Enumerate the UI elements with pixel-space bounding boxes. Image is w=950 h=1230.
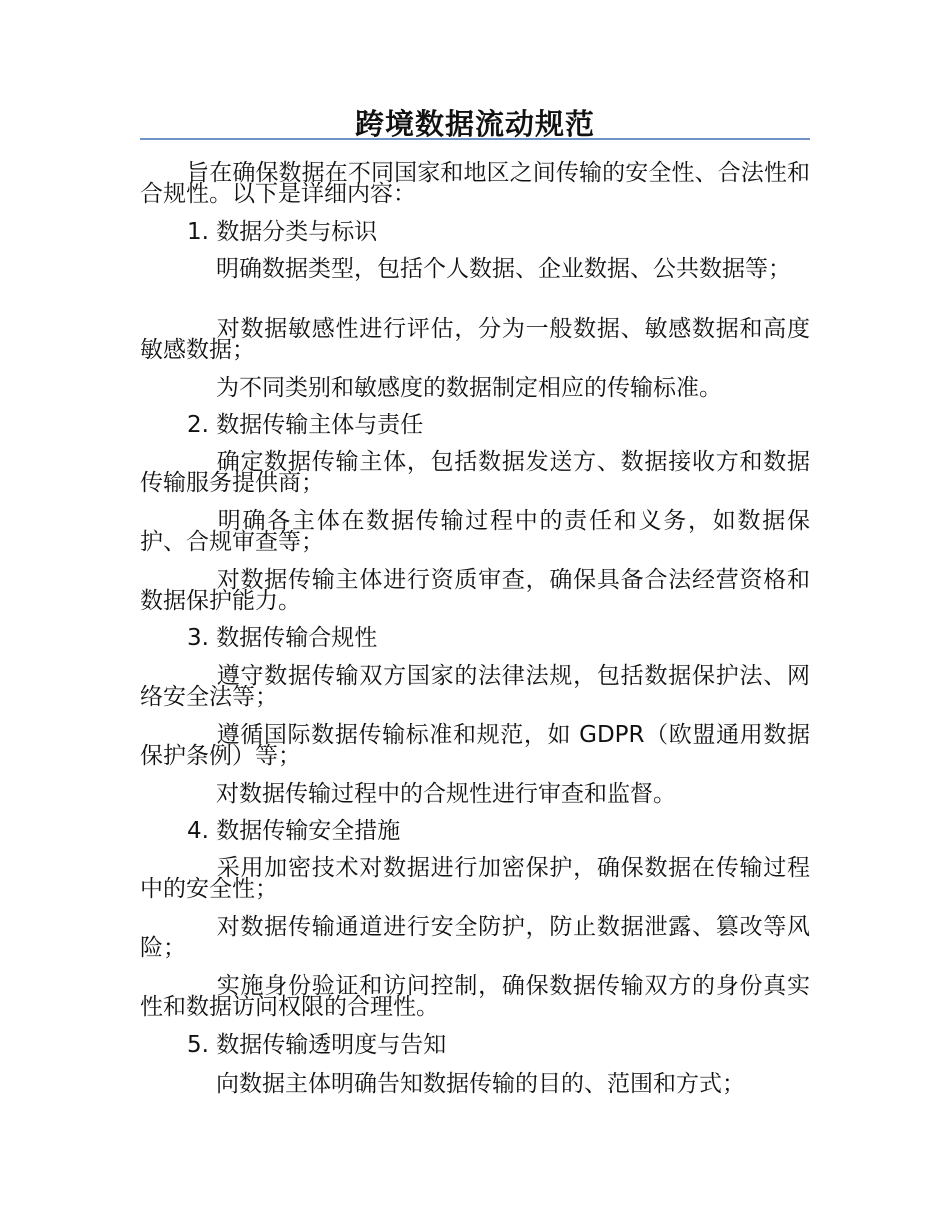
section-2-item-2: 明确各主体在数据传输过程中的责任和义务，如数据保护、合规审查等； — [140, 508, 810, 555]
title-underline — [140, 138, 810, 140]
section-4-item-2: 对数据传输通道进行安全防护，防止数据泄露、篡改等风险； — [140, 914, 810, 961]
page-title: 跨境数据流动规范 — [354, 107, 595, 141]
section-3-item-2: 遵循国际数据传输标准和规范，如 GDPR（欧盟通用数据保护条例）等； — [140, 722, 810, 769]
section-3-item-1: 遵守数据传输双方国家的法律法规，包括数据保护法、网络安全法等； — [140, 663, 810, 710]
section-4-item-1: 采用加密技术对数据进行加密保护，确保数据在传输过程中的安全性； — [140, 855, 810, 902]
section-2-item-1: 确定数据传输主体，包括数据发送方、数据接收方和数据传输服务提供商； — [140, 449, 810, 496]
intro-paragraph: 旨在确保数据在不同国家和地区之间传输的安全性、合法性和合规性。以下是详细内容： — [140, 160, 810, 207]
section-5-item-1: 向数据主体明确告知数据传输的目的、范围和方式； — [216, 1071, 745, 1097]
section-heading-4: 4. 数据传输安全措施 — [187, 818, 401, 844]
section-3-item-3: 对数据传输过程中的合规性进行审查和监督。 — [216, 781, 676, 807]
section-heading-5: 5. 数据传输透明度与告知 — [187, 1032, 447, 1058]
section-1-item-3: 为不同类别和敏感度的数据制定相应的传输标准。 — [216, 375, 722, 401]
section-1-item-1: 明确数据类型，包括个人数据、企业数据、公共数据等； — [216, 256, 791, 282]
section-1-item-2: 对数据敏感性进行评估，分为一般数据、敏感数据和高度敏感数据； — [140, 316, 810, 363]
section-heading-2: 2. 数据传输主体与责任 — [187, 412, 424, 438]
section-heading-3: 3. 数据传输合规性 — [187, 625, 378, 651]
section-4-item-3: 实施身份验证和访问控制，确保数据传输双方的身份真实性和数据访问权限的合理性。 — [140, 973, 810, 1020]
section-heading-1: 1. 数据分类与标识 — [187, 219, 378, 245]
section-2-item-3: 对数据传输主体进行资质审查，确保具备合法经营资格和数据保护能力。 — [140, 567, 810, 614]
